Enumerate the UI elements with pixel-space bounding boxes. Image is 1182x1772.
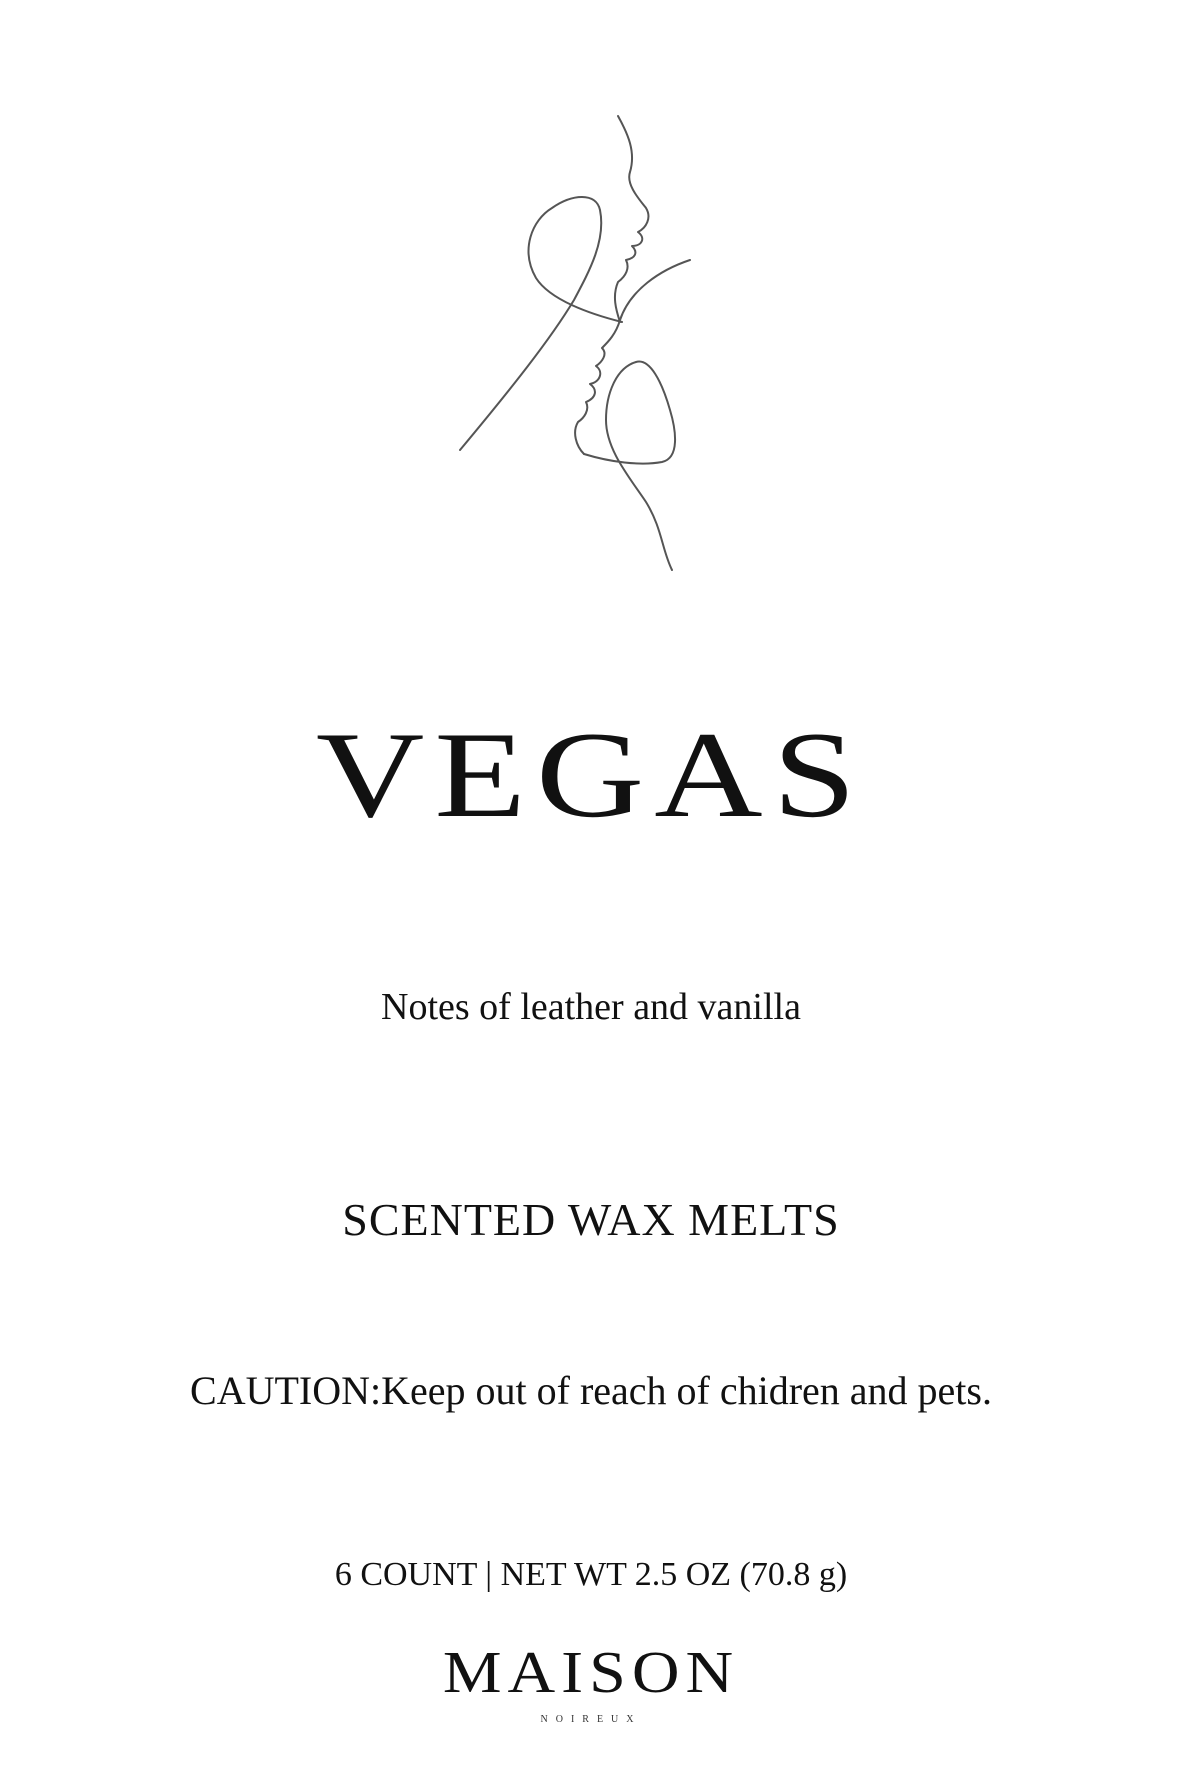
brand-subtitle: NOIREUX <box>540 1714 642 1725</box>
product-type: SCENTED WAX MELTS <box>342 1194 840 1245</box>
brand-name: MAISON <box>442 1639 740 1706</box>
line-art-faces-icon <box>440 110 720 590</box>
scent-notes: Notes of leather and vanilla <box>381 986 801 1028</box>
product-name: VEGAS <box>315 706 867 844</box>
net-weight: 6 COUNT | NET WT 2.5 OZ (70.8 g) <box>334 1556 848 1593</box>
caution-text: CAUTION:Keep out of reach of chidren and pets. <box>190 1368 992 1413</box>
